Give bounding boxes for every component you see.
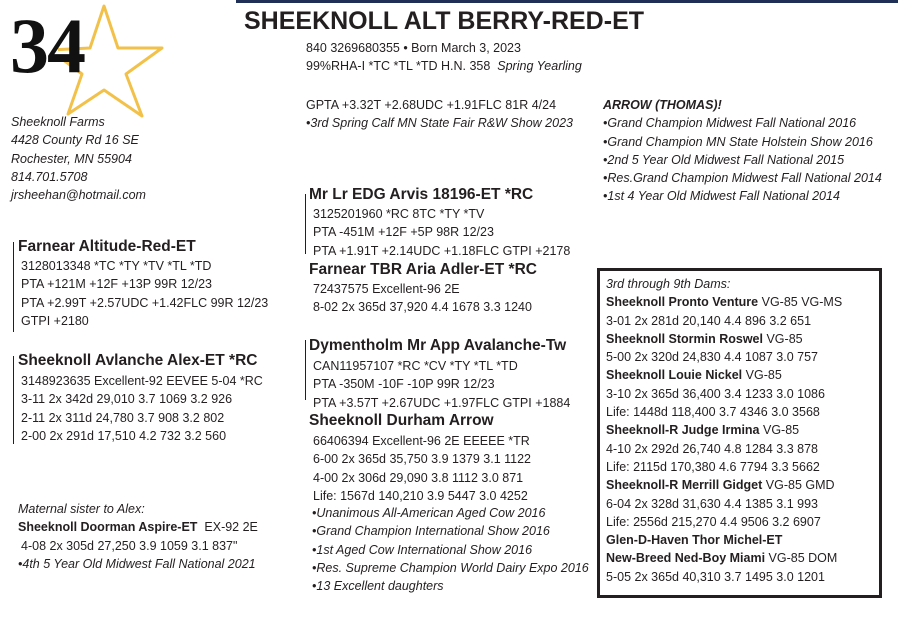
animal-award: •3rd Spring Calf MN State Fair R&W Show 2023 (306, 116, 573, 131)
dam-entry-record: 3-10 2x 365d 36,400 3.4 1233 3.0 1086 (606, 386, 825, 401)
award-line: •1st Aged Cow International Show 2016 (312, 542, 533, 557)
dam-sire-info (313, 357, 570, 412)
sire-dam-info (313, 280, 532, 317)
dam-entry-title (606, 330, 842, 348)
arrow-award: •Grand Champion Midwest Fall National 2016 (603, 116, 857, 131)
dam-entry-name: New-Breed Ned-Boy Miami (606, 551, 766, 566)
dam-entry-score: VG-85 (763, 423, 800, 438)
animal-genomics (306, 96, 573, 133)
arrow-award: •Grand Champion MN State Holstein Show 2016 (603, 134, 873, 149)
dam-entry-title (606, 549, 842, 567)
award-line: •13 Excellent daughters (312, 579, 444, 594)
info-line: 3128013348 *TC *TY *TV *TL *TD (21, 259, 212, 273)
page-title: SHEEKNOLL ALT BERRY-RED-ET (244, 7, 645, 35)
consignor-block (11, 113, 146, 204)
award-line: •Unanimous All-American Aged Cow 2016 (312, 506, 546, 520)
dam-entry-record: 3-01 2x 281d 20,140 4.4 896 3.2 651 (606, 313, 812, 328)
arrow-block (603, 96, 882, 206)
dam-entry-name: Glen-D-Haven Thor Michel-ET (606, 533, 783, 548)
lot-number: 34 (10, 2, 84, 89)
genetic-codes-line (306, 57, 582, 75)
info-line: 6-00 2x 365d 35,750 3.9 1379 3.1 1122 (313, 452, 532, 467)
maternal-sister-record: 4-08 2x 305d 27,250 3.9 1059 3.1 837" (21, 538, 238, 553)
info-line: 2-00 2x 291d 17,510 4.2 732 3.2 560 (21, 428, 227, 443)
maternal-sister-block (18, 500, 258, 573)
dam-dam-awards (312, 504, 589, 595)
dam-entry-name: Sheeknoll Pronto Venture (606, 295, 759, 310)
arrow-award: •Res.Grand Champion Midwest Fall National 2014 (603, 171, 882, 186)
gpta-line: GPTA +3.32T +2.68UDC +1.91FLC 81R 4/24 (306, 98, 557, 112)
dam-entry-record: Life: 2115d 170,380 4.6 7794 3.3 5662 (606, 459, 820, 474)
dams-list (606, 275, 842, 586)
info-line: 2-11 2x 311d 24,780 3.7 908 3.2 802 (21, 410, 225, 425)
dam-entry-name: Sheeknoll Stormin Roswel (606, 331, 763, 346)
info-line: 66406394 Excellent-96 2E EEEEE *TR (313, 434, 530, 448)
dam-entry-title (606, 293, 842, 311)
arrow-heading: ARROW (THOMAS)! (603, 98, 722, 112)
pedigree-line (305, 194, 306, 254)
top-rule (236, 0, 898, 3)
info-line: 8-02 2x 365d 37,920 4.4 1678 3.3 1240 (313, 300, 532, 315)
info-line: PTA +3.57T +2.67UDC +1.97FLC GTPI +1884 (313, 395, 571, 410)
info-line: 4-00 2x 306d 29,090 3.8 1112 3.0 871 (313, 470, 524, 485)
dam-entry-record: 5-05 2x 365d 40,310 3.7 1495 3.0 1201 (606, 569, 825, 584)
info-line: GTPI +2180 (21, 313, 89, 328)
maternal-sister-name: Sheeknoll Doorman Aspire-ET (18, 520, 198, 535)
dam-dam-info (313, 432, 531, 505)
dams-heading: 3rd through 9th Dams: (606, 277, 731, 291)
dam-entry-score: VG-85 DOM (768, 551, 838, 566)
info-line: 3148923635 Excellent-92 EEVEE 5-04 *RC (21, 374, 263, 388)
maternal-sister-title (18, 518, 258, 536)
maternal-sister-score: EX-92 2E (204, 520, 258, 535)
info-line: PTA +1.91T +2.14UDC +1.18FLC GTPI +2178 (313, 243, 571, 258)
dam-dam-name: Sheeknoll Durham Arrow (309, 412, 494, 429)
info-line: PTA +121M +12F +13P 99R 12/23 (21, 277, 212, 292)
dam-entry-score: VG-85 (766, 331, 803, 346)
consignor-city: Rochester, MN 55904 (11, 151, 132, 166)
consignor-address: 4428 County Rd 16 SE (11, 133, 139, 148)
registration-line: 840 3269680355 • Born March 3, 2023 (306, 41, 521, 55)
info-line: PTA -451M +12F +5P 98R 12/23 (313, 225, 494, 240)
maternal-sister-intro: Maternal sister to Alex: (18, 502, 145, 516)
dam-entry-record: Life: 1448d 118,400 3.7 4346 3.0 3568 (606, 405, 820, 420)
animal-info (306, 39, 582, 76)
dam-entry-name: Sheeknoll-R Merrill Gidget (606, 478, 763, 493)
consignor-phone: 814.701.5708 (11, 169, 88, 184)
sire-dam-name: Farnear TBR Aria Adler-ET *RC (309, 261, 537, 278)
pedigree-line (13, 356, 14, 444)
pedigree-line (13, 242, 14, 332)
info-line: 72437575 Excellent-96 2E (313, 282, 460, 296)
sire-sire-info (313, 205, 570, 260)
award-line: •Grand Champion International Show 2016 (312, 524, 550, 539)
dam-entry-record: 4-10 2x 292d 26,740 4.8 1284 3.3 878 (606, 441, 818, 456)
sire-sire-name: Mr Lr EDG Arvis 18196-ET *RC (309, 186, 534, 203)
info-line: Life: 1567d 140,210 3.9 5447 3.0 4252 (313, 488, 528, 503)
info-line: 3125201960 *RC 8TC *TY *TV (313, 207, 485, 221)
genetic-codes: 99%RHA-I *TC *TL *TD H.N. 358 (306, 59, 491, 74)
dam-entry-record: 6-04 2x 328d 31,630 4.4 1385 3.1 993 (606, 496, 818, 511)
pedigree-line (305, 340, 306, 400)
dam-entry-title (606, 421, 842, 439)
dam-entry-score: VG-85 VG-MS (761, 295, 843, 310)
dam-entry-record: 5-00 2x 320d 24,830 4.4 1087 3.0 757 (606, 350, 818, 365)
award-line: •Res. Supreme Champion World Dairy Expo 2016 (312, 560, 589, 575)
maternal-sister-award: •4th 5 Year Old Midwest Fall National 2021 (18, 556, 256, 571)
info-line: CAN11957107 *RC *CV *TY *TL *TD (313, 359, 518, 373)
age-class: Spring Yearling (497, 59, 582, 74)
dam-entry-title (606, 476, 842, 494)
arrow-award: •2nd 5 Year Old Midwest Fall National 2015 (603, 152, 845, 167)
dam-entry-score: VG-85 GMD (765, 478, 835, 493)
consignor-email: jrsheehan@hotmail.com (11, 188, 146, 203)
info-line: 3-11 2x 342d 29,010 3.7 1069 3.2 926 (21, 392, 233, 407)
dam-name: Sheeknoll Avlanche Alex-ET *RC (18, 352, 258, 369)
info-line: PTA -350M -10F -10P 99R 12/23 (313, 377, 495, 392)
dam-entry-score: VG-85 (745, 368, 782, 383)
consignor-name: Sheeknoll Farms (11, 115, 105, 129)
dam-entry-title (606, 366, 842, 384)
dam-sire-name: Dymentholm Mr App Avalanche-Tw (309, 337, 567, 354)
dam-entry-record: Life: 2556d 215,270 4.4 9506 3.2 6907 (606, 514, 821, 529)
dam-entry-name: Sheeknoll-R Judge Irmina (606, 423, 760, 438)
sire-info (21, 257, 268, 330)
sire-name: Farnear Altitude-Red-ET (18, 238, 196, 255)
dam-entry-name: Sheeknoll Louie Nickel (606, 368, 743, 383)
dam-info (21, 372, 263, 445)
info-line: PTA +2.99T +2.57UDC +1.42FLC 99R 12/23 (21, 295, 269, 310)
arrow-award: •1st 4 Year Old Midwest Fall National 2014 (603, 189, 840, 204)
